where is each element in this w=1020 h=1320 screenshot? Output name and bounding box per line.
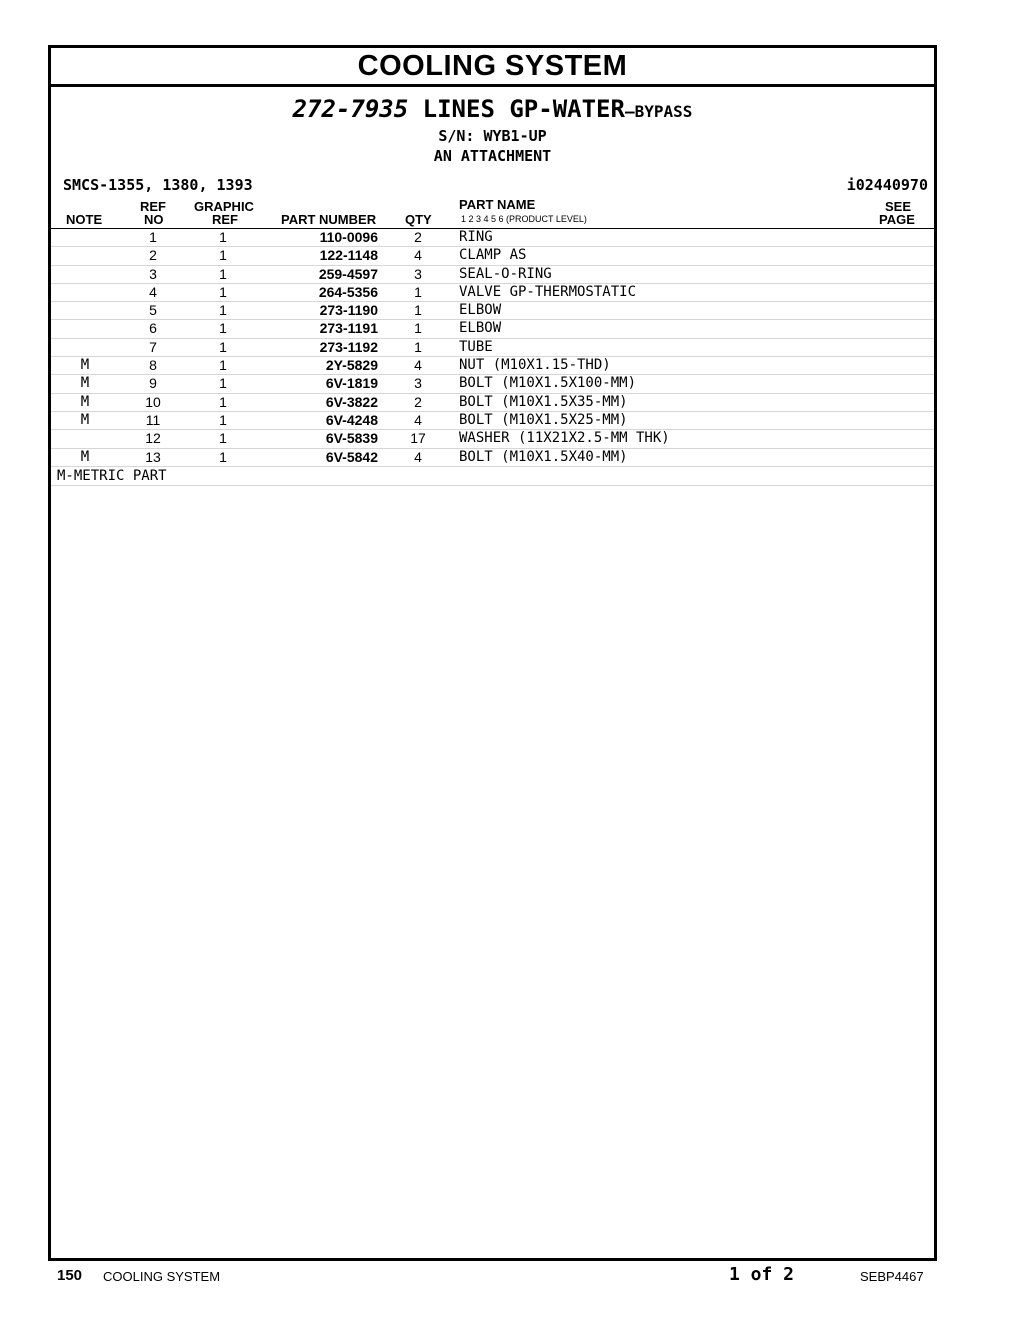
page-footer [0,1264,1020,1288]
cell-qty: 2 [414,393,422,410]
group-part-name: LINES GP-WATER [422,95,625,123]
cell-part-name: ELBOW [459,302,502,319]
cell-part-name: BOLT (M10X1.5X100-MM) [459,375,637,392]
cell-ref-no: 7 [149,338,157,355]
cell-part-number: 110-0096 [319,229,378,245]
cell-qty: 4 [414,357,422,374]
cell-part-name: VALVE GP-THERMOSTATIC [459,283,637,300]
cell-graphic-ref: 1 [219,229,227,245]
footnote: M-METRIC PART [51,467,934,486]
cell-part-name: TUBE [459,338,493,355]
cell-graphic-ref: 1 [219,448,227,465]
cell-graphic-ref: 1 [219,393,227,410]
cell-part-name: BOLT (M10X1.5X25-MM) [459,411,628,428]
cell-part-number: 6V-1819 [325,375,378,392]
smcs-codes: SMCS-1355, 1380, 1393 [63,176,253,194]
col-ref-bottom: NO [144,212,164,227]
table-row [51,449,934,467]
cell-qty: 1 [414,302,422,319]
table-row [51,357,934,375]
page-number: 150 [57,1267,83,1284]
cell-ref-no: 5 [149,302,157,319]
cell-part-name: NUT (M10X1.15-THD) [459,357,611,374]
illustration-id: i02440970 [846,176,928,194]
cell-part-number: 6V-5842 [325,448,378,465]
cell-part-number: 122-1148 [319,247,378,264]
cell-graphic-ref: 1 [219,320,227,337]
cell-part-name: WASHER (11X21X2.5-MM THK) [459,430,670,447]
cell-graphic-ref: 1 [219,283,227,300]
cell-ref-no: 6 [149,320,157,337]
cell-graphic-ref: 1 [219,338,227,355]
table-row [51,302,934,320]
table-row [51,284,934,302]
col-part-name: PART NAME [459,197,536,212]
cell-ref-no: 12 [145,430,161,447]
cell-part-number: 259-4597 [318,265,378,282]
cell-qty: 2 [414,229,422,245]
cell-part-number: 6V-5839 [325,430,378,447]
cell-part-number: 273-1191 [319,320,378,337]
cell-qty: 1 [414,283,422,300]
smcs-row [51,170,934,198]
cell-graphic-ref: 1 [219,302,227,319]
cell-note: M [80,448,90,465]
cell-qty: 17 [410,430,426,447]
cell-ref-no: 8 [149,357,157,374]
cell-graphic-ref: 1 [219,265,227,282]
cell-note: M [80,411,90,428]
cell-ref-no: 11 [145,411,161,428]
cell-qty: 4 [414,411,422,428]
cell-ref-no: 1 [149,229,157,245]
cell-graphic-ref: 1 [219,430,227,447]
page-of: 1 of 2 [729,1264,795,1285]
column-headers [51,198,934,229]
group-part-suffix: —BYPASS [624,102,693,121]
cell-part-number: 6V-3822 [325,393,378,410]
table-row [51,394,934,412]
cell-note: M [80,357,90,374]
col-graphic-bottom: REF [212,212,238,227]
serial-number: S/N: WYB1-UP [438,127,547,145]
table-row [51,320,934,338]
col-see-bottom: PAGE [879,212,915,227]
col-see-top: SEE [885,199,912,214]
cell-qty: 4 [414,247,422,264]
table-row [51,266,934,284]
col-part-number: PART NUMBER [281,212,377,227]
cell-part-number: 264-5356 [318,283,378,300]
parts-table-body [51,229,934,467]
cell-graphic-ref: 1 [219,357,227,374]
group-part-number: 272-7935 [292,95,409,123]
col-note: NOTE [66,212,103,227]
cell-qty: 3 [414,375,422,392]
cell-part-number: 273-1190 [319,302,378,319]
table-row [51,430,934,448]
cell-ref-no: 2 [149,247,157,264]
cell-part-name: BOLT (M10X1.5X35-MM) [459,393,628,410]
cell-qty: 1 [414,320,422,337]
table-row [51,247,934,265]
cell-note: M [80,393,90,410]
cell-part-name: BOLT (M10X1.5X40-MM) [459,448,628,465]
cell-part-number: 2Y-5829 [325,357,378,374]
table-row [51,375,934,393]
cell-graphic-ref: 1 [219,247,227,264]
cell-part-number: 273-1192 [319,338,378,355]
cell-ref-no: 9 [149,375,157,392]
col-ref-top: REF [140,199,166,214]
cell-qty: 1 [414,338,422,355]
cell-ref-no: 10 [145,393,161,410]
cell-qty: 3 [414,265,422,282]
document-id: SEBP4467 [860,1269,924,1284]
table-row [51,412,934,430]
cell-note: M [80,375,90,392]
table-row [51,339,934,357]
group-title [51,95,934,126]
cell-graphic-ref: 1 [219,375,227,392]
cell-ref-no: 13 [145,448,161,465]
col-graphic-top: GRAPHIC [194,199,254,214]
cell-graphic-ref: 1 [219,411,227,428]
section-title: COOLING SYSTEM [51,48,934,87]
attachment-label: AN ATTACHMENT [433,147,552,165]
cell-part-name: SEAL-O-RING [459,265,552,282]
cell-part-name: ELBOW [459,320,502,337]
cell-ref-no: 3 [149,265,157,282]
cell-ref-no: 4 [149,283,157,300]
parts-list-frame [48,45,937,1261]
col-qty: QTY [405,212,432,227]
footer-section: COOLING SYSTEM [103,1269,221,1284]
cell-qty: 4 [414,448,422,465]
cell-part-name: CLAMP AS [459,247,527,264]
cell-part-number: 6V-4248 [325,411,378,428]
col-product-levels: 1 2 3 4 5 6 (PRODUCT LEVEL) [461,214,587,224]
cell-part-name: RING [459,229,493,245]
table-row [51,229,934,247]
